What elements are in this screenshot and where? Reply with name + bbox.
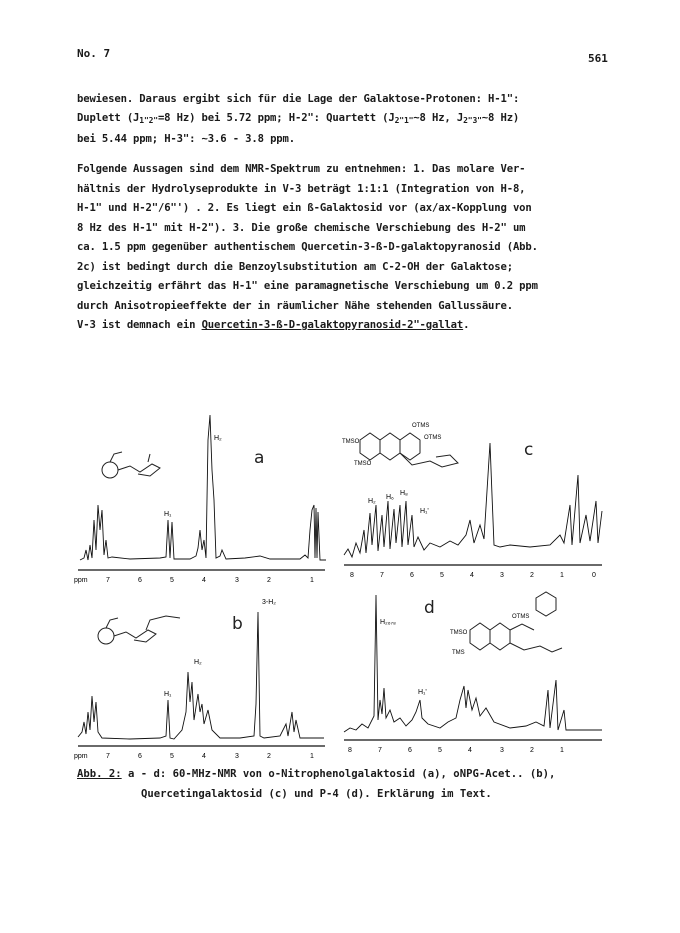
paragraph-galaktose-protonen [77,90,617,149]
journal-number: No. 7 [77,47,111,60]
text-line: ca. 1.5 ppm gegenüber authentischem Quercetin-3-ß-D-galaktopyranosid (Abb. [77,241,538,253]
tick-label: 1 [310,577,314,584]
tick-label: 0 [592,572,596,579]
structure-label: TMS [452,650,465,656]
nmr-spectrum-b [70,592,332,762]
tick-label: 7 [380,572,384,579]
figure-caption [77,764,555,804]
figure-label: Abb. 2: [77,768,122,780]
tick-label: 2 [530,572,534,579]
tick-label: 3 [235,753,239,760]
text-run: =8 Hz) bei 5.72 ppm; H-2": Quartett (J [157,112,395,124]
tick-label: 5 [438,747,442,754]
tick-label: 5 [170,753,174,760]
peak-label: H₁ [164,691,172,698]
axis-unit: ppm [74,577,88,584]
tick-label: 4 [202,753,206,760]
peak-label: 3-H₂ [262,599,276,606]
text-line: bei 5.44 ppm; H-3": ~3.6 - 3.8 ppm. [77,133,295,145]
caption-line-1: a - d: 60-MHz-NMR von o-Nitrophenolgalaktosid (a), oNPG-Acet.. (b), [121,768,556,780]
tick-label: 5 [440,572,444,579]
paragraph-nmr-aussagen [77,160,617,336]
tick-label: 5 [170,577,174,584]
peak-label: H₂₆₇₈ [380,619,396,626]
text-run: Duplett (J [77,112,140,124]
nmr-spectrum-c [340,415,608,595]
structure-label: TMSO [354,461,372,467]
structure-drawing [360,433,458,467]
peak-label: H₁' [420,508,429,515]
structure-label: TMSO [342,439,360,445]
compound-name: Quercetin-3-ß-D-galaktopyranosid-2"-gallat [201,319,464,331]
tick-label: 6 [138,753,142,760]
text-run: V-3 ist demnach ein [77,319,202,331]
text-line: Folgende Aussagen sind dem NMR-Spektrum zu entnehmen: 1. Das molare Ver- [77,163,526,175]
tick-label: 7 [106,753,110,760]
tick-label: 3 [500,747,504,754]
peak-label: H₂ [214,435,222,442]
spectrum-trace [78,612,324,739]
structure-label: OTMS [412,423,430,429]
tick-label: 6 [408,747,412,754]
spectrum-trace [344,443,602,557]
caption-line-2: Quercetingalaktosid (c) und P-4 (d). Erklärung im Text. [141,788,492,800]
text-line: 8 Hz des H-1" mit H-2"). 3. Die große chemische Verschiebung des H-2" um [77,221,526,234]
axis-unit: ppm [74,753,88,760]
tick-label: 4 [470,572,474,579]
tick-label: 7 [106,577,110,584]
text-line: 2c) ist bedingt durch die Benzoylsubstitution am C-2-OH der Galaktose; [77,260,513,273]
peak-label: H₂ [194,659,202,666]
text-line-conclusion [77,316,617,336]
spectrum-trace [344,595,602,732]
structure-drawing [102,452,160,478]
peak-label: H₈ [400,490,408,497]
tick-label: 8 [348,747,352,754]
structure-label: OTMS [512,614,530,620]
subscript: 1"2" [139,116,158,125]
spectrum-label-d: d [424,598,435,618]
structure-label: OTMS [424,435,442,441]
text-run: ~8 Hz) [481,112,520,124]
peak-label: H₂ [368,498,376,505]
text-line: durch Anisotropieeffekte der in räumlicher Nähe stehenden Gallussäure. [77,299,513,312]
spectrum-label-c: c [524,440,534,460]
tick-label: 1 [310,753,314,760]
text-line-couplings [77,109,617,130]
tick-label: 2 [530,747,534,754]
spectrum-label-a: a [254,448,265,468]
structure-drawing [470,592,562,652]
tick-label: 6 [410,572,414,579]
tick-label: 8 [350,572,354,579]
peak-label: H₁' [418,689,427,696]
tick-label: 3 [500,572,504,579]
tick-label: 4 [202,577,206,584]
text-line: gleichzeitig erfährt das H-1" eine paramagnetische Verschiebung um 0.2 ppm [77,280,538,292]
nmr-spectrum-d [340,590,608,762]
subscript: 2"1" [394,116,414,125]
spectrum-trace [80,415,326,560]
tick-label: 2 [267,753,271,760]
nmr-spectrum-a [70,410,332,590]
peak-label: H₁ [164,511,172,518]
text-line: H-1" und H-2"/6"') . 2. Es liegt ein ß-Galaktosid vor (ax/ax-Kopplung von [77,202,532,214]
spectrum-label-b: b [232,614,243,634]
structure-drawing [98,616,180,644]
structure-label: TMSO [450,630,468,636]
text-line: bewiesen. Daraus ergibt sich für die Lage der Galaktose-Protonen: H-1": [77,93,520,105]
text-run: ~8 Hz, J [413,112,464,124]
tick-label: 6 [138,577,142,584]
page-number: 561 [588,52,608,65]
text-line: hältnis der Hydrolyseprodukte in V-3 beträgt 1:1:1 (Integration von H-8, [77,182,526,195]
text-run: . [463,319,470,331]
tick-label: 1 [560,747,564,754]
subscript: 2"3" [463,116,482,125]
tick-label: 7 [378,747,382,754]
tick-label: 2 [267,577,271,584]
peak-label: H₆ [386,494,394,501]
tick-label: 1 [560,572,564,579]
tick-label: 4 [468,747,472,754]
tick-label: 3 [235,577,239,584]
